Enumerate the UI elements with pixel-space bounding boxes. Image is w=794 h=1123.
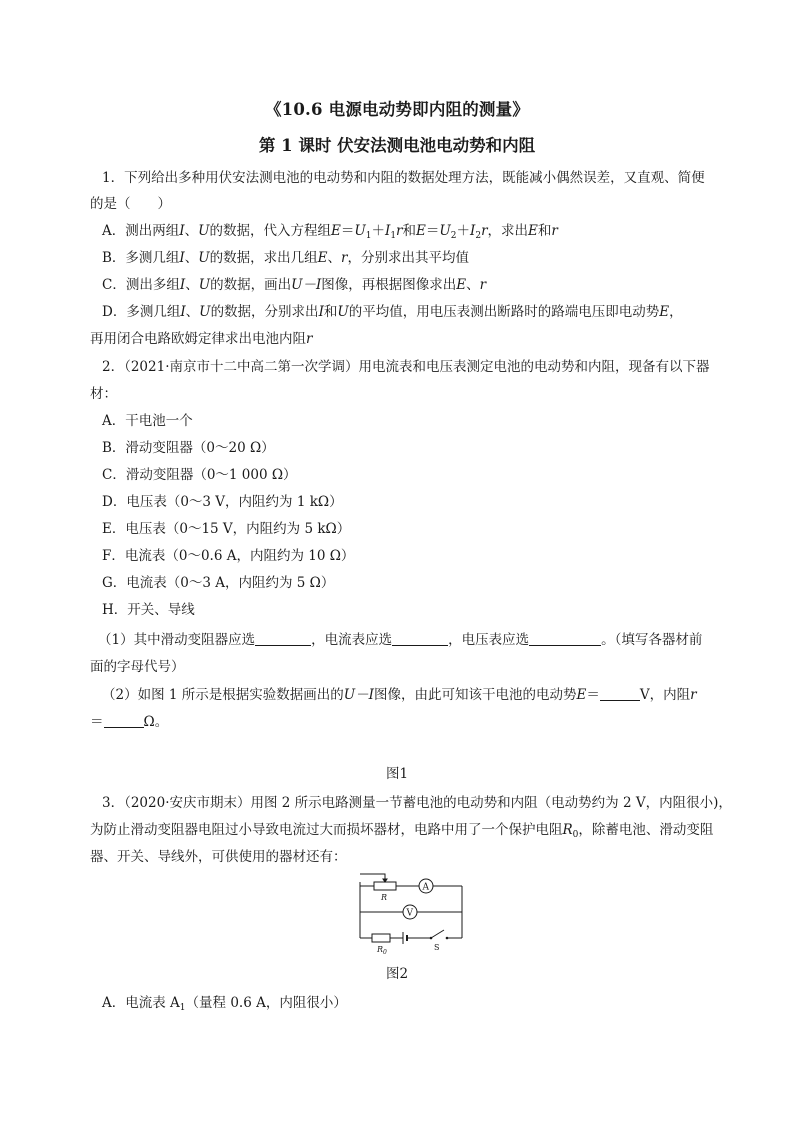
answer-blank[interactable] <box>600 686 640 701</box>
q3-stem-cont: 为防止滑动变阻器电阻过小导致电流过大而损坏器材，电路中用了一个保护电阻$R_0$，除蓄电池、滑动变阻 <box>90 822 714 840</box>
q2-stem-cont: 材： <box>90 386 117 402</box>
page-title: 《10.6 电源电动势即内阻的测量》 <box>264 100 530 119</box>
page-subtitle: 第 1 课时 伏安法测电池电动势和内阻 <box>258 136 536 155</box>
figure-1-caption: 图1 <box>385 766 409 782</box>
q1-option-d: D．多测几组I、U的数据，分别求出I和U的平均值，用电压表测出断路时的路端电压即电动势E， <box>102 304 683 320</box>
q2-part1-cont: 面的字母代号） <box>90 659 185 675</box>
switch-icon <box>431 930 444 938</box>
q3-stem: 3．（2020·安庆市期末）用图 2 所示电路测量一节蓄电池的电动势和内阻（电动势约为 2 V，内阻很小)， <box>102 795 732 811</box>
q2-part2-cont: ＝ Ω。 <box>90 714 169 730</box>
answer-blank[interactable] <box>255 631 311 646</box>
answer-blank[interactable] <box>104 713 144 728</box>
q2-item: D．电压表（0～3 V，内阻约为 1 kΩ） <box>102 494 343 510</box>
q2-item: E．电压表（0～15 V，内阻约为 5 kΩ） <box>102 521 351 537</box>
circuit-diagram <box>356 872 466 960</box>
rheostat-label: R <box>381 893 388 902</box>
answer-blank[interactable] <box>392 631 448 646</box>
q1-option-b: B．多测几组I、U的数据，求出几组E、r，分别求出其平均值 <box>102 250 469 266</box>
q2-item: A．干电池一个 <box>102 413 193 429</box>
q1-stem: 1．下列给出多种用伏安法测电池的电动势和内阻的数据处理方法，既能减小偶然误差，又直观、简便 <box>102 170 705 186</box>
q3-stem-cont2: 器、开关、导线外，可供使用的器材还有： <box>90 849 347 865</box>
switch-label: S <box>434 943 440 952</box>
q2-part1: （1）其中滑动变阻器应选 ，电流表应选 ，电压表应选 。（填写各器材前 <box>98 632 703 648</box>
voltmeter-label: V <box>406 908 413 919</box>
q2-item: G．电流表（0～3 A，内阻约为 5 Ω） <box>102 575 335 591</box>
figure-2-caption: 图2 <box>385 966 409 982</box>
protective-resistor-label: $R_0$ <box>377 945 387 956</box>
q2-item: B．滑动变阻器（0～20 Ω） <box>102 440 275 456</box>
q2-part2: （2）如图 1 所示是根据实验数据画出的U－I图像，由此可知该干电池的电动势E＝ V，内阻r <box>102 687 697 703</box>
ammeter-label: A <box>422 882 429 893</box>
q3-option-a: A．电流表 $A_1$（量程 0.6 A，内阻很小） <box>102 995 347 1013</box>
q1-option-a: A．测出两组I、U的数据，代入方程组$E=U_1+I_1r$和$E=U_2+I_2r$，求出E和r <box>102 223 558 241</box>
q2-item: H．开关、导线 <box>102 602 195 618</box>
q1-option-c: C．测出多组I、U的数据，画出U－I图像，再根据图像求出E、r <box>102 277 487 293</box>
rheostat-icon <box>374 882 396 890</box>
protective-resistor-icon <box>372 934 390 942</box>
q2-stem: 2．（2021·南京市十二中高二第一次学调）用电流表和电压表测定电池的电动势和内阻，现备有以下器 <box>102 359 710 375</box>
q1-stem-cont: 的是（ ） <box>90 196 171 212</box>
q1-option-d-cont: 再用闭合电路欧姆定律求出电池内阻r <box>90 331 313 347</box>
q2-item: C．滑动变阻器（0～1 000 Ω） <box>102 467 297 483</box>
answer-blank[interactable] <box>529 631 601 646</box>
q2-item: F．电流表（0～0.6 A，内阻约为 10 Ω） <box>102 548 355 564</box>
